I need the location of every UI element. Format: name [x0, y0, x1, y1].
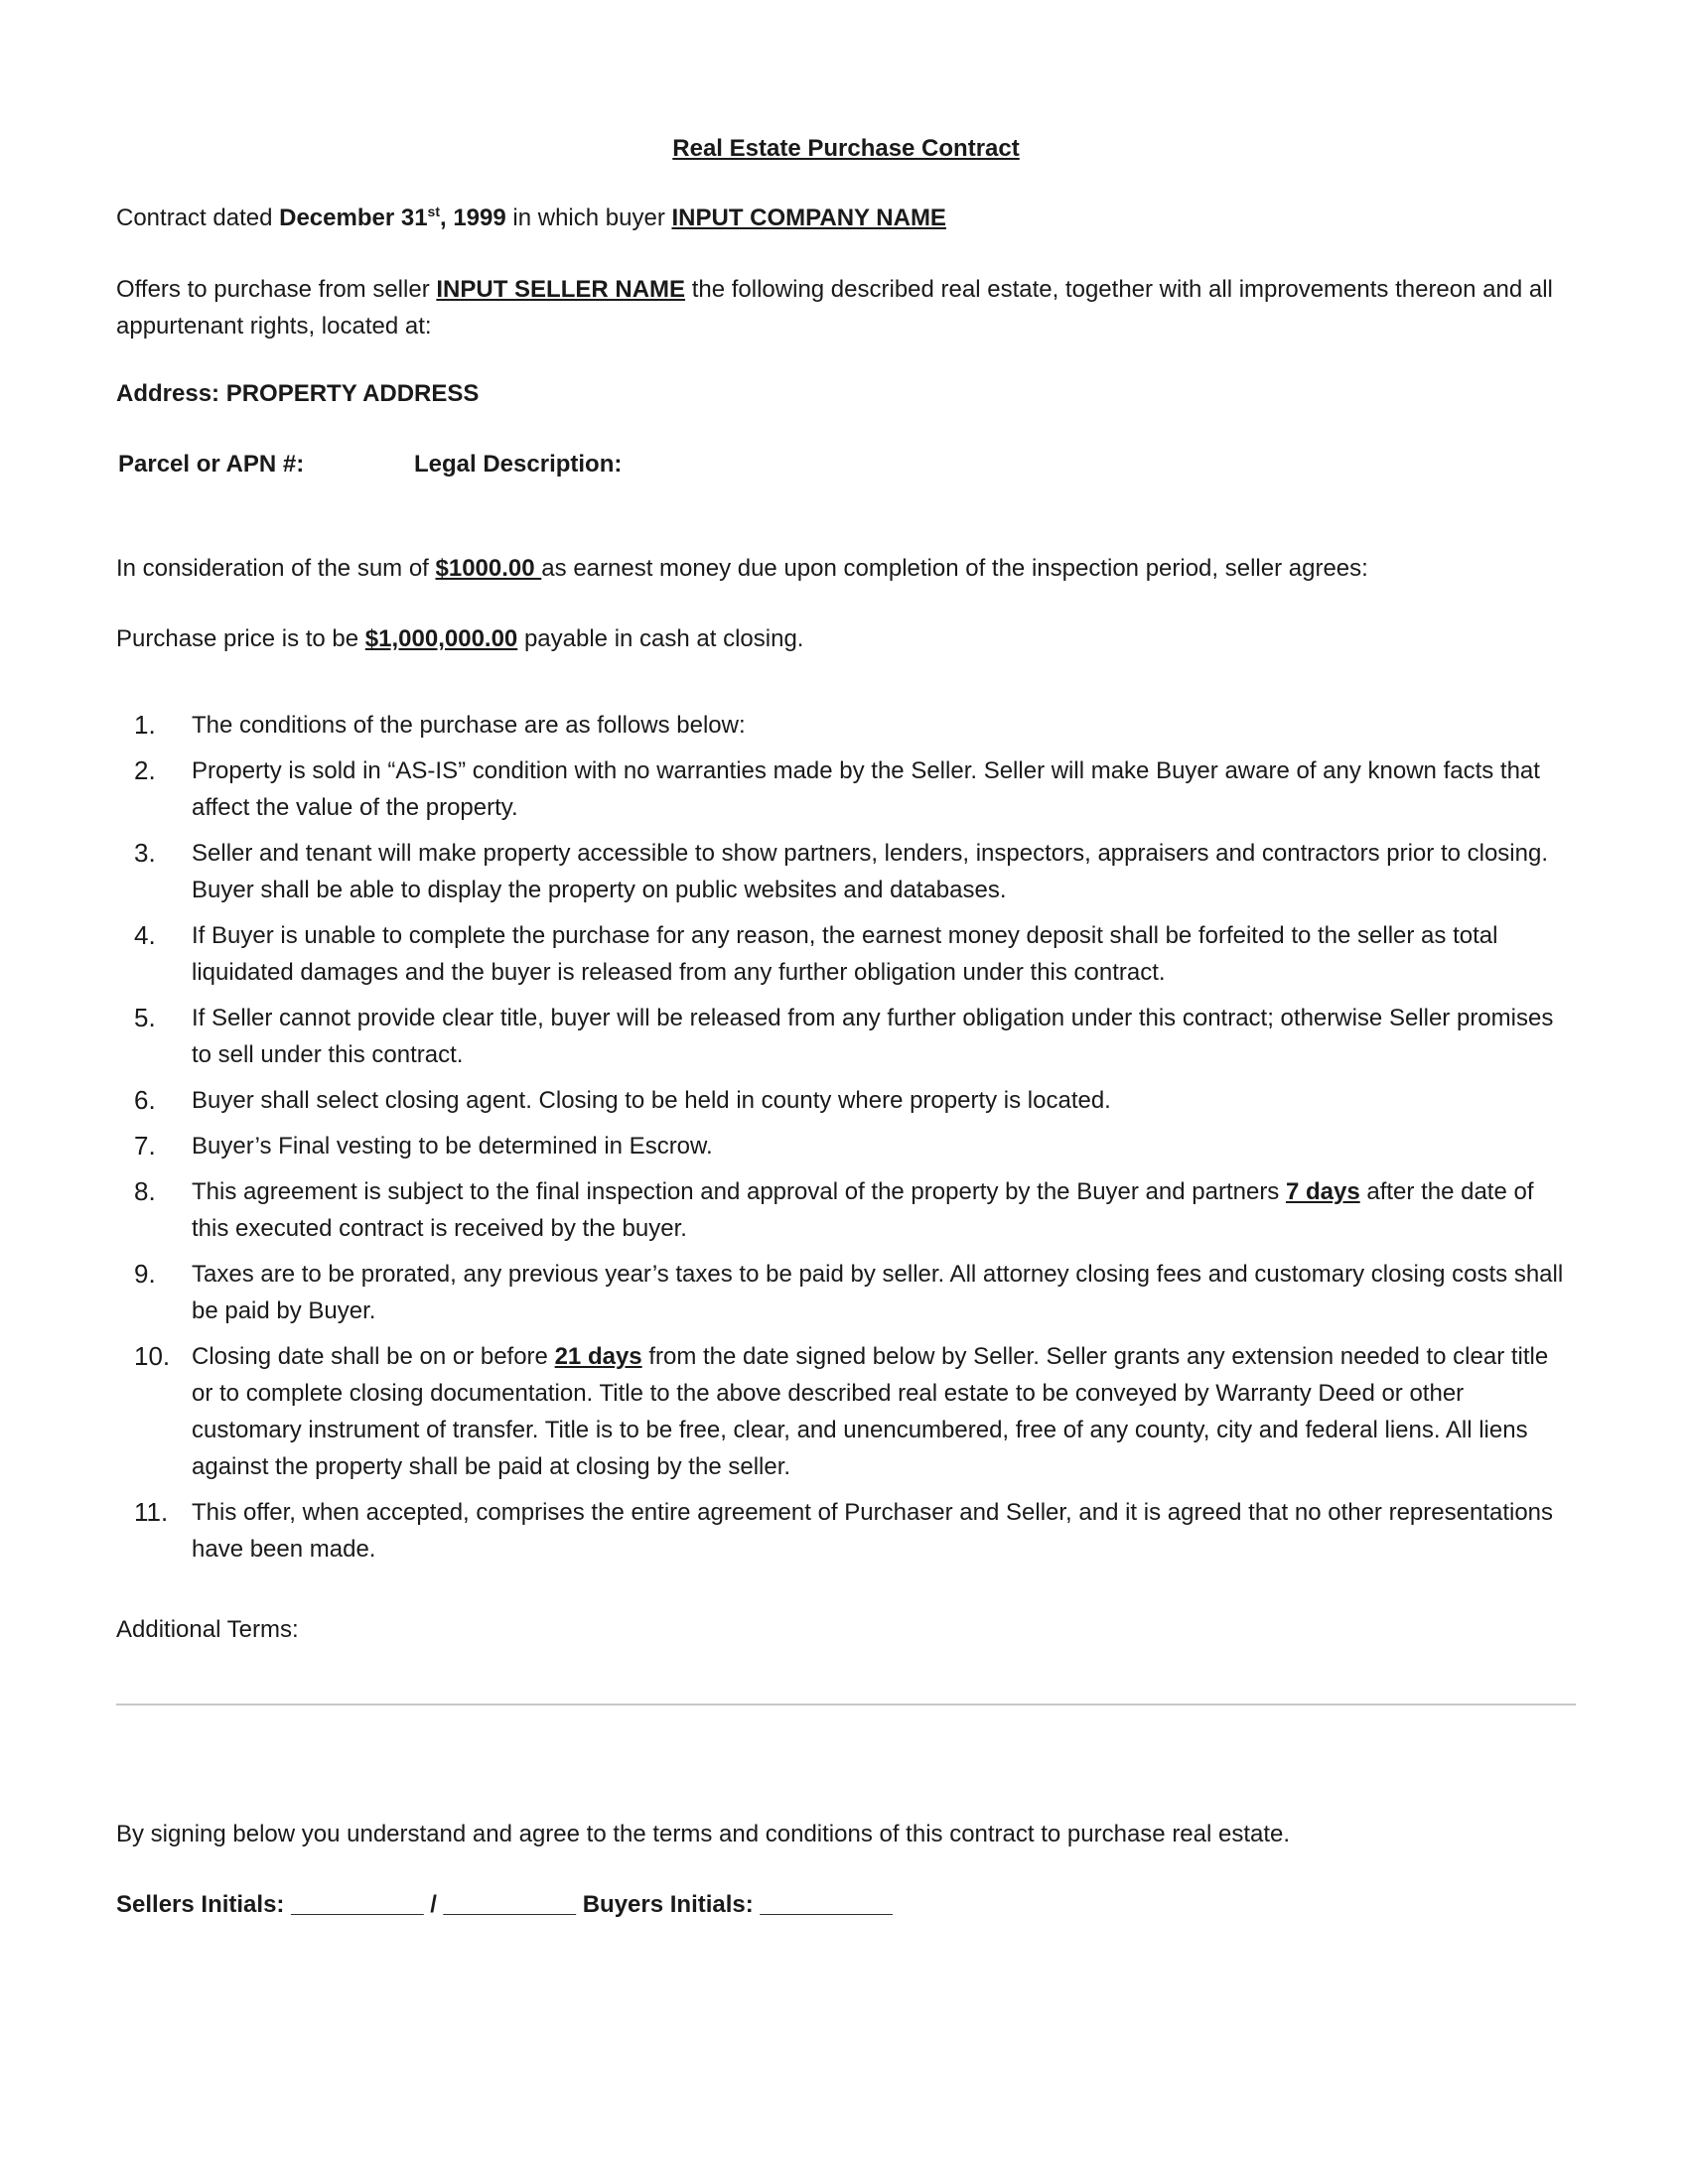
term-number: 1.	[134, 710, 156, 740]
list-item	[116, 752, 1576, 826]
list-item	[116, 1173, 1576, 1247]
term-text-post: after the date of this executed contract is received by the buyer.	[192, 1178, 1534, 1242]
contract-date	[279, 205, 506, 231]
closing-period-days: 21 days	[554, 1343, 642, 1370]
list-item	[116, 1494, 1576, 1568]
property-address: Address: PROPERTY ADDRESS	[116, 380, 480, 407]
term-text-pre: Closing date shall be on or before	[192, 1343, 555, 1370]
offer-paragraph	[116, 271, 1571, 344]
contract-date-prefix: Contract dated	[116, 205, 280, 231]
buyer-name-field: INPUT COMPANY NAME	[671, 205, 946, 231]
additional-terms-label: Additional Terms:	[116, 1616, 299, 1643]
seller-name-field: INPUT SELLER NAME	[436, 276, 686, 303]
earnest-money-amount: $1000.00	[435, 555, 542, 582]
contract-date-middle: in which buyer	[505, 205, 672, 231]
purchase-price-line	[116, 625, 803, 653]
inspection-period-days: 7 days	[1285, 1178, 1360, 1205]
signing-statement: By signing below you understand and agree to the terms and conditions of this contract to purchase real estate.	[116, 1821, 1291, 1847]
term-number: 5.	[134, 1003, 156, 1032]
contract-date-line	[116, 205, 946, 232]
term-text: The conditions of the purchase are as follows below:	[192, 712, 746, 739]
term-text-post: from the date signed below by Seller. Seller grants any extension needed to clear title or to complete closing documentation. Title to the above described real estate to be conveyed by Warranty Deed or other customary instrument of transfer. Title is to be free, clear, and unencumbered, free of any county, city and federal liens. All liens against the property shall be paid at closing by the seller.	[192, 1343, 1549, 1480]
contract-date-month-day: December 31	[279, 205, 428, 231]
earnest-money-prefix: In consideration of the sum of	[116, 555, 436, 582]
list-item	[116, 1338, 1576, 1485]
term-text: If Buyer is unable to complete the purchase for any reason, the earnest money deposit shall be forfeited to the seller as total liquidated damages and the buyer is released from any further obligation under this contract.	[192, 922, 1498, 986]
term-text: Buyer shall select closing agent. Closing to be held in county where property is located.	[192, 1087, 1111, 1114]
document-title: Real Estate Purchase Contract	[672, 135, 1020, 162]
purchase-price-rest: payable in cash at closing.	[517, 625, 804, 652]
term-text-pre: This agreement is subject to the final inspection and approval of the property by the Buyer and partners	[192, 1178, 1286, 1205]
initials-line: Sellers Initials: __________ / __________ Buyers Initials: __________	[116, 1891, 893, 1918]
term-number: 2.	[134, 755, 156, 785]
earnest-money-line	[116, 555, 1368, 583]
list-item	[116, 835, 1576, 908]
legal-description-label: Legal Description:	[414, 451, 623, 478]
list-item	[116, 707, 1576, 744]
term-number: 3.	[134, 838, 156, 868]
list-item	[116, 1000, 1576, 1073]
term-number: 7.	[134, 1131, 156, 1160]
term-text: If Seller cannot provide clear title, buyer will be released from any further obligation under this contract; otherwise Seller promises to sell under this contract.	[192, 1005, 1554, 1068]
offer-rest: the following described real estate, together with all improvements thereon and all appurtenant rights, located at:	[116, 276, 1553, 340]
term-text: Seller and tenant will make property accessible to show partners, lenders, inspectors, appraisers and contractors prior to closing. Buyer shall be able to display the property on public websites and databases.	[192, 840, 1548, 903]
term-text: Property is sold in “AS-IS” condition with no warranties made by the Seller. Seller will make Buyer aware of any known facts that affect the value of the property.	[192, 757, 1540, 821]
contract-date-suffix: st	[427, 204, 440, 219]
term-number: 6.	[134, 1085, 156, 1115]
term-text: Taxes are to be prorated, any previous year’s taxes to be paid by seller. All attorney closing fees and customary closing costs shall be paid by Buyer.	[192, 1261, 1564, 1324]
parcel-apn-label: Parcel or APN #:	[118, 451, 305, 478]
term-text: Buyer’s Final vesting to be determined in Escrow.	[192, 1133, 713, 1160]
list-item	[116, 1256, 1576, 1329]
list-item	[116, 1082, 1576, 1119]
contract-date-year: , 1999	[440, 205, 506, 231]
term-number: 4.	[134, 920, 156, 950]
term-text: This offer, when accepted, comprises the entire agreement of Purchaser and Seller, and it is agreed that no other representations have been made.	[192, 1499, 1554, 1563]
earnest-money-rest: as earnest money due upon completion of the inspection period, seller agrees:	[541, 555, 1368, 582]
term-number: 11.	[134, 1497, 169, 1527]
contract-page	[116, 0, 1576, 2184]
terms-list	[116, 707, 1576, 1576]
offer-prefix: Offers to purchase from seller	[116, 276, 437, 303]
term-number: 10.	[134, 1341, 171, 1371]
list-item	[116, 1128, 1576, 1164]
purchase-price-prefix: Purchase price is to be	[116, 625, 365, 652]
term-number: 9.	[134, 1259, 156, 1289]
term-number: 8.	[134, 1176, 156, 1206]
purchase-price-amount: $1,000,000.00	[364, 625, 518, 652]
additional-terms-line	[116, 1704, 1576, 1706]
list-item	[116, 917, 1576, 991]
